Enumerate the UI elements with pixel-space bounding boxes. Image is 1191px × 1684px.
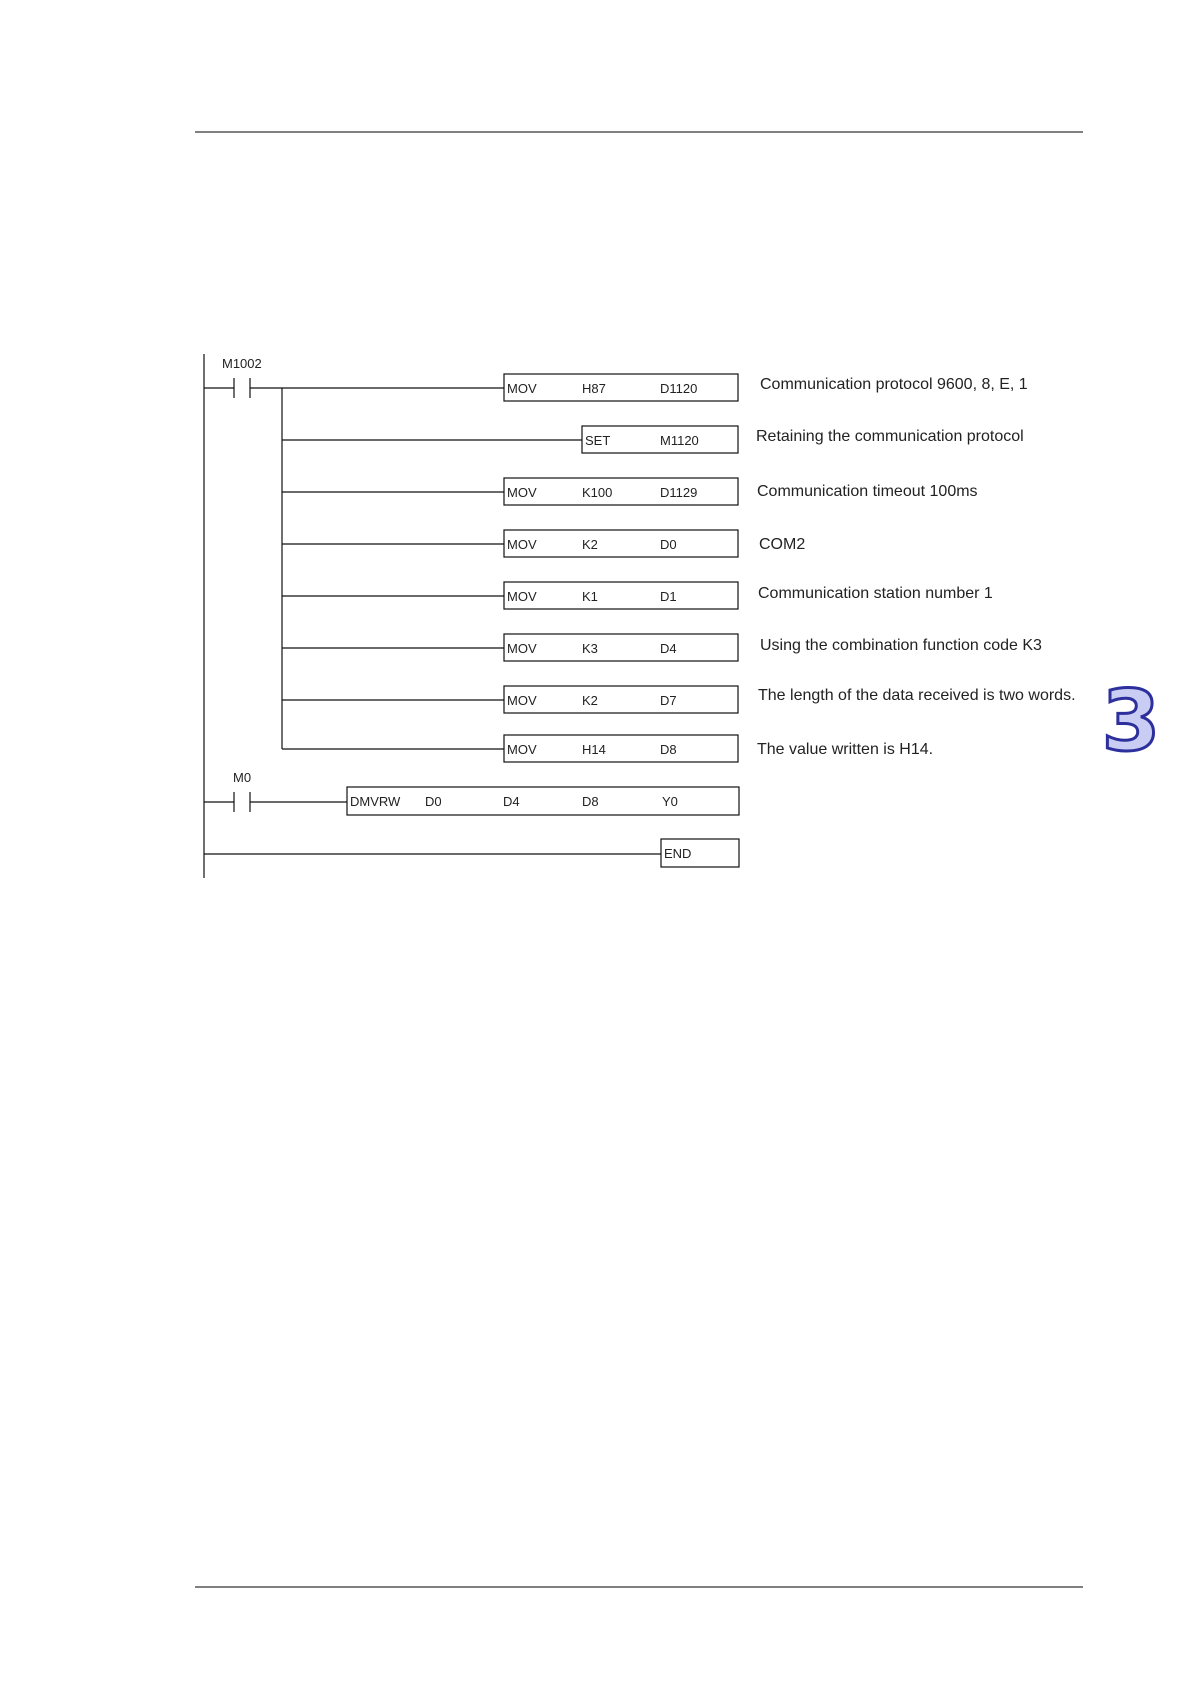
chapter-number-icon: 3 — [1101, 672, 1161, 770]
instruction-end — [204, 839, 739, 867]
contact-m0 — [204, 770, 347, 812]
instruction-mov-k2-d7 — [282, 686, 1076, 713]
op-label: MOV — [507, 589, 537, 604]
instruction-mov-h14-d8 — [282, 735, 933, 762]
operand-2: D1120 — [660, 381, 698, 396]
op-label: DMVRW — [350, 794, 401, 809]
op-label: MOV — [507, 742, 537, 757]
operand-4: Y0 — [662, 794, 678, 809]
operand-2: D1 — [660, 589, 677, 604]
instruction-comment: Communication timeout 100ms — [757, 483, 978, 500]
instruction-comment: The value written is H14. — [757, 741, 934, 758]
operand-1: K2 — [582, 693, 598, 708]
operand-2: D1129 — [660, 485, 698, 500]
op-label: MOV — [507, 641, 537, 656]
operand-2: D0 — [660, 537, 677, 552]
instruction-comment: Communication station number 1 — [758, 585, 993, 602]
instruction-mov-k100-d1129 — [282, 478, 978, 505]
op-label: MOV — [507, 485, 537, 500]
operand-3: D8 — [582, 794, 599, 809]
operand-2: D8 — [660, 742, 677, 757]
contact-label-m1002: M1002 — [222, 356, 262, 371]
contact-label-m0: M0 — [233, 770, 252, 785]
instruction-mov-h87-d1120 — [282, 374, 1028, 401]
instruction-set-m1120 — [282, 426, 1024, 453]
operand-2: D7 — [660, 693, 677, 708]
instruction-comment: Retaining the communication protocol — [756, 428, 1024, 445]
op-label: SET — [585, 433, 611, 448]
instruction-dmvrw — [347, 787, 739, 815]
instruction-comment: Communication protocol 9600, 8, E, 1 — [760, 376, 1028, 393]
instruction-comment: Using the combination function code K3 — [760, 637, 1042, 654]
op-label: MOV — [507, 693, 537, 708]
instruction-mov-k2-d0 — [282, 530, 805, 557]
operand-1: K2 — [582, 537, 598, 552]
operand-1: K1 — [582, 589, 598, 604]
instruction-comment: The length of the data received is two words. — [758, 687, 1076, 704]
op-label: END — [664, 846, 692, 861]
operand-1: M1120 — [660, 433, 699, 448]
operand-1: H87 — [582, 381, 606, 396]
instruction-comment: COM2 — [759, 536, 806, 553]
operand-2: D4 — [503, 794, 520, 809]
op-label: MOV — [507, 381, 537, 396]
ladder-diagram — [204, 354, 1076, 878]
operand-1: K3 — [582, 641, 598, 656]
op-label: MOV — [507, 537, 537, 552]
operand-1: D0 — [425, 794, 442, 809]
operand-2: D4 — [660, 641, 677, 656]
contact-m1002 — [204, 356, 282, 398]
operand-1: K100 — [582, 485, 613, 500]
instruction-mov-k1-d1 — [282, 582, 993, 609]
operand-1: H14 — [582, 742, 606, 757]
instruction-mov-k3-d4 — [282, 634, 1042, 661]
